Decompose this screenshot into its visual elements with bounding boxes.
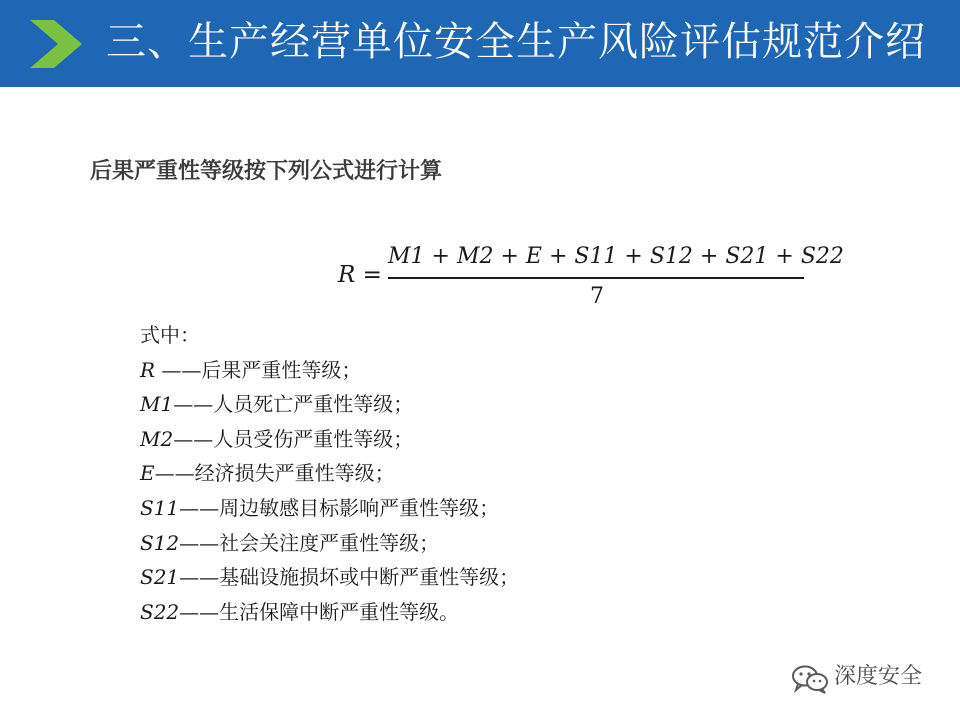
variable-legend <box>140 318 519 629</box>
legend-symbol: R <box>140 357 156 382</box>
legend-item <box>140 353 519 388</box>
legend-intro: 式中： <box>140 323 200 347</box>
legend-symbol: S12 <box>140 530 180 555</box>
watermark-text: 深度安全 <box>834 664 923 689</box>
legend-item <box>140 456 519 491</box>
legend-symbol: M1 <box>140 392 174 417</box>
formula-numerator: M1 + M2 + E + S11 + S12 + S21 + S22 <box>388 244 844 269</box>
legend-description: ——周边敏感目标影响严重性等级； <box>179 495 500 520</box>
legend-description: ——生活保障中断严重性等级。 <box>179 599 460 624</box>
legend-item <box>140 422 519 457</box>
legend-symbol: S21 <box>140 565 180 590</box>
formula-lhs: R = <box>338 262 382 288</box>
legend-item <box>140 595 519 630</box>
legend-item <box>140 387 519 422</box>
legend-description: ——人员受伤严重性等级； <box>173 426 414 451</box>
legend-description: ——经济损失严重性等级； <box>154 461 395 486</box>
formula-denominator: 7 <box>590 284 604 309</box>
legend-description: ——社会关注度严重性等级； <box>179 530 440 555</box>
legend-symbol: E <box>140 461 155 486</box>
slide-title: 三、生产经营单位安全生产风险评估规范介绍 <box>106 19 926 65</box>
chevron-right-icon <box>30 20 82 68</box>
legend-symbol: M2 <box>140 426 174 451</box>
title-bar <box>0 0 960 87</box>
legend-symbol: S11 <box>140 495 180 520</box>
legend-item <box>140 491 519 526</box>
fraction-bar <box>388 277 804 279</box>
wechat-icon <box>790 664 830 694</box>
legend-description: ——人员死亡严重性等级； <box>173 392 414 417</box>
legend-description: ——后果严重性等级； <box>155 357 362 382</box>
legend-description: ——基础设施损坏或中断严重性等级； <box>179 565 520 590</box>
legend-item <box>140 526 519 561</box>
legend-item <box>140 560 519 595</box>
section-subtitle: 后果严重性等级按下列公式进行计算 <box>90 159 443 184</box>
legend-symbol: S22 <box>140 599 180 624</box>
